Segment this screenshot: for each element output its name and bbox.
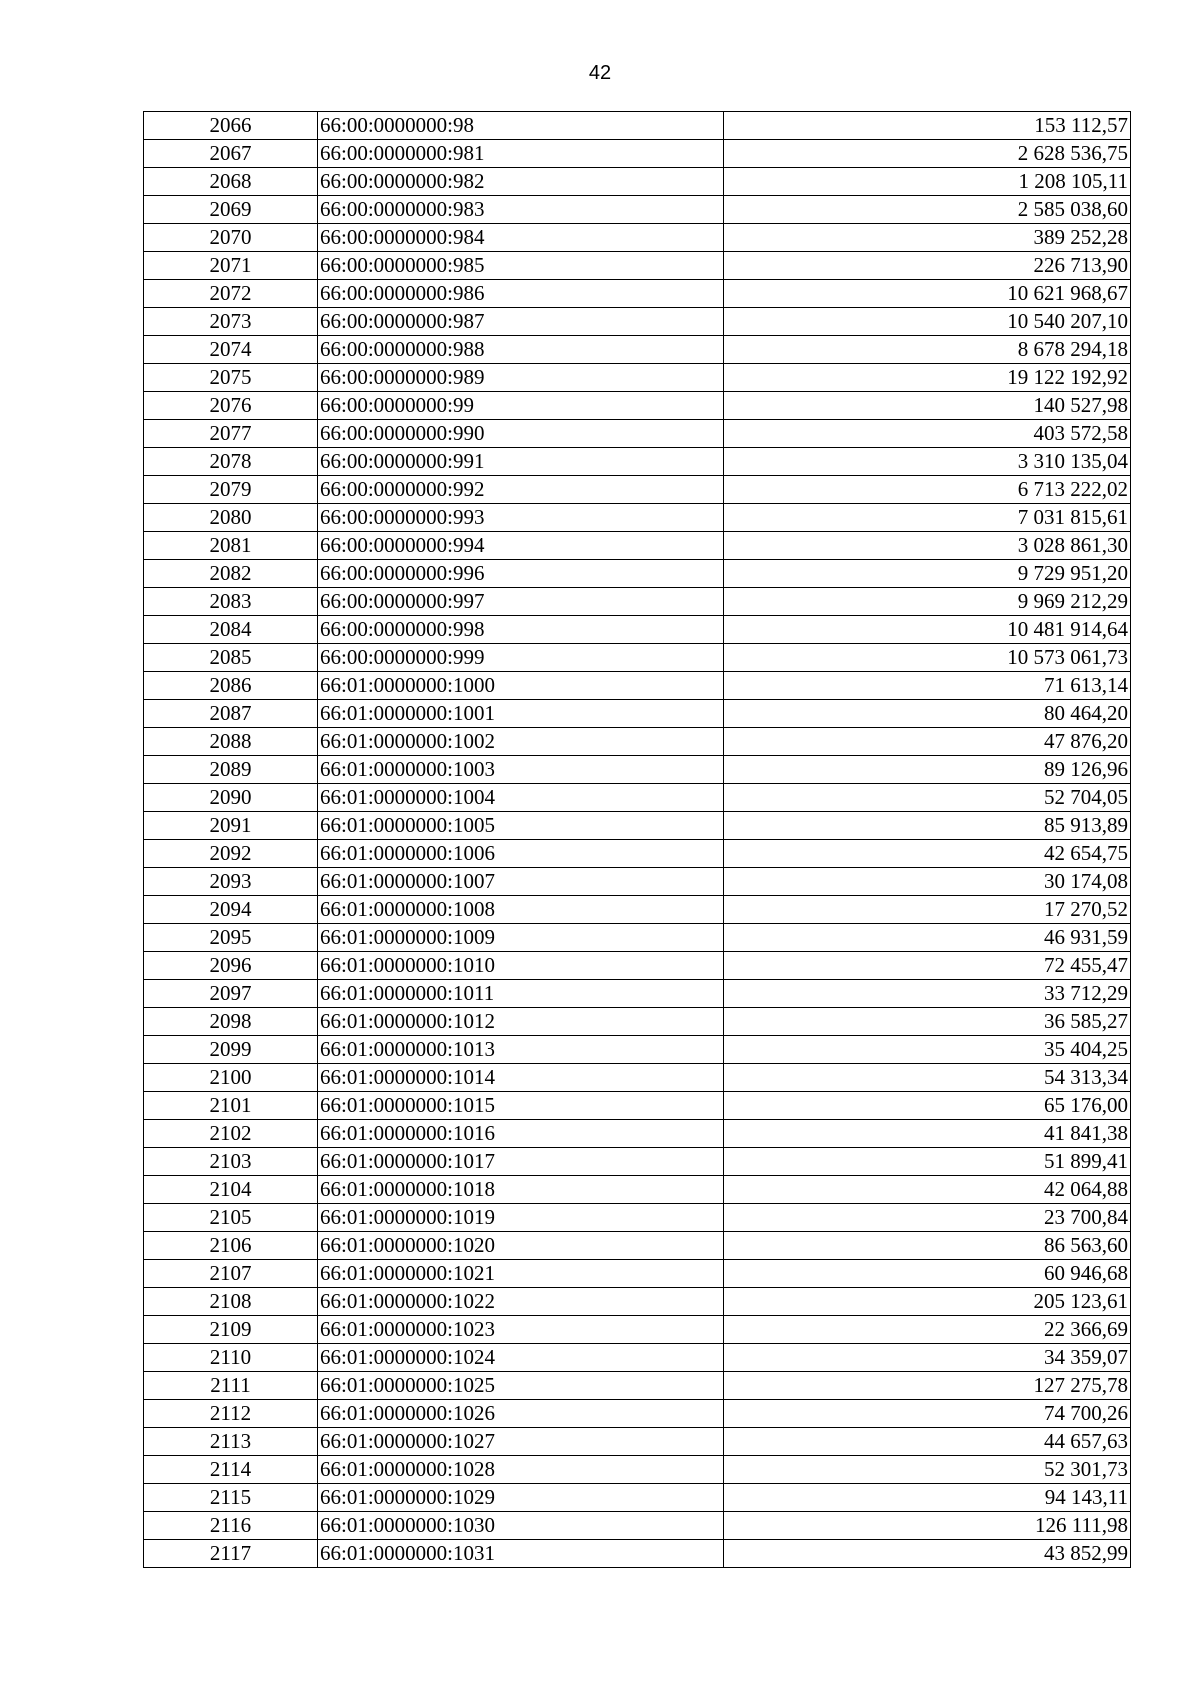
row-number-cell: 2110 bbox=[144, 1344, 318, 1372]
cadastral-value-cell: 47 876,20 bbox=[724, 728, 1131, 756]
cadastral-value-cell: 205 123,61 bbox=[724, 1288, 1131, 1316]
cadastral-number-cell: 66:01:0000000:1030 bbox=[318, 1512, 724, 1540]
row-number-cell: 2068 bbox=[144, 168, 318, 196]
table-row bbox=[144, 672, 1131, 700]
table-row bbox=[144, 924, 1131, 952]
table-row bbox=[144, 588, 1131, 616]
cadastral-number-cell: 66:01:0000000:1023 bbox=[318, 1316, 724, 1344]
row-number-cell: 2107 bbox=[144, 1260, 318, 1288]
table-row bbox=[144, 336, 1131, 364]
cadastral-value-cell: 43 852,99 bbox=[724, 1540, 1131, 1568]
table-row bbox=[144, 700, 1131, 728]
row-number-cell: 2073 bbox=[144, 308, 318, 336]
row-number-cell: 2116 bbox=[144, 1512, 318, 1540]
table-row bbox=[144, 1008, 1131, 1036]
cadastral-value-cell: 74 700,26 bbox=[724, 1400, 1131, 1428]
row-number-cell: 2113 bbox=[144, 1428, 318, 1456]
row-number-cell: 2094 bbox=[144, 896, 318, 924]
cadastral-value-cell: 35 404,25 bbox=[724, 1036, 1131, 1064]
table-row bbox=[144, 1316, 1131, 1344]
page-number: 42 bbox=[588, 62, 612, 84]
table-row bbox=[144, 1512, 1131, 1540]
cadastral-value-cell: 10 481 914,64 bbox=[724, 616, 1131, 644]
cadastral-value-cell: 10 621 968,67 bbox=[724, 280, 1131, 308]
row-number-cell: 2104 bbox=[144, 1176, 318, 1204]
cadastral-value-cell: 6 713 222,02 bbox=[724, 476, 1131, 504]
table-row bbox=[144, 420, 1131, 448]
cadastral-number-cell: 66:01:0000000:1024 bbox=[318, 1344, 724, 1372]
cadastral-value-cell: 7 031 815,61 bbox=[724, 504, 1131, 532]
cadastral-number-cell: 66:00:0000000:992 bbox=[318, 476, 724, 504]
cadastral-number-cell: 66:01:0000000:1012 bbox=[318, 1008, 724, 1036]
cadastral-value-cell: 52 704,05 bbox=[724, 784, 1131, 812]
table-row bbox=[144, 560, 1131, 588]
row-number-cell: 2101 bbox=[144, 1092, 318, 1120]
cadastral-number-cell: 66:00:0000000:990 bbox=[318, 420, 724, 448]
row-number-cell: 2088 bbox=[144, 728, 318, 756]
table-row bbox=[144, 1428, 1131, 1456]
table-row bbox=[144, 728, 1131, 756]
row-number-cell: 2109 bbox=[144, 1316, 318, 1344]
cadastral-value-cell: 80 464,20 bbox=[724, 700, 1131, 728]
cadastral-value-cell: 33 712,29 bbox=[724, 980, 1131, 1008]
cadastral-number-cell: 66:00:0000000:993 bbox=[318, 504, 724, 532]
table-row bbox=[144, 980, 1131, 1008]
cadastral-number-cell: 66:00:0000000:986 bbox=[318, 280, 724, 308]
cadastral-number-cell: 66:01:0000000:1028 bbox=[318, 1456, 724, 1484]
row-number-cell: 2095 bbox=[144, 924, 318, 952]
cadastral-number-cell: 66:00:0000000:996 bbox=[318, 560, 724, 588]
cadastral-value-cell: 65 176,00 bbox=[724, 1092, 1131, 1120]
cadastral-value-cell: 153 112,57 bbox=[724, 112, 1131, 140]
table-row bbox=[144, 1204, 1131, 1232]
cadastral-number-cell: 66:01:0000000:1022 bbox=[318, 1288, 724, 1316]
table-row bbox=[144, 1148, 1131, 1176]
table-row bbox=[144, 868, 1131, 896]
cadastral-value-cell: 85 913,89 bbox=[724, 812, 1131, 840]
row-number-cell: 2097 bbox=[144, 980, 318, 1008]
cadastral-value-cell: 42 654,75 bbox=[724, 840, 1131, 868]
cadastral-number-cell: 66:00:0000000:98 bbox=[318, 112, 724, 140]
cadastral-number-cell: 66:01:0000000:1015 bbox=[318, 1092, 724, 1120]
cadastral-value-cell: 52 301,73 bbox=[724, 1456, 1131, 1484]
cadastral-value-cell: 2 585 038,60 bbox=[724, 196, 1131, 224]
table-row bbox=[144, 308, 1131, 336]
row-number-cell: 2071 bbox=[144, 252, 318, 280]
cadastral-number-cell: 66:00:0000000:981 bbox=[318, 140, 724, 168]
row-number-cell: 2103 bbox=[144, 1148, 318, 1176]
cadastral-number-cell: 66:01:0000000:1026 bbox=[318, 1400, 724, 1428]
cadastral-number-cell: 66:01:0000000:1009 bbox=[318, 924, 724, 952]
cadastral-number-cell: 66:00:0000000:985 bbox=[318, 252, 724, 280]
row-number-cell: 2115 bbox=[144, 1484, 318, 1512]
cadastral-value-cell: 30 174,08 bbox=[724, 868, 1131, 896]
cadastral-number-cell: 66:01:0000000:1010 bbox=[318, 952, 724, 980]
cadastral-number-cell: 66:01:0000000:1021 bbox=[318, 1260, 724, 1288]
row-number-cell: 2089 bbox=[144, 756, 318, 784]
cadastral-value-cell: 127 275,78 bbox=[724, 1372, 1131, 1400]
row-number-cell: 2069 bbox=[144, 196, 318, 224]
cadastral-value-cell: 44 657,63 bbox=[724, 1428, 1131, 1456]
cadastral-number-cell: 66:01:0000000:1031 bbox=[318, 1540, 724, 1568]
cadastral-value-cell: 46 931,59 bbox=[724, 924, 1131, 952]
cadastral-number-cell: 66:00:0000000:997 bbox=[318, 588, 724, 616]
cadastral-number-cell: 66:01:0000000:1014 bbox=[318, 1064, 724, 1092]
cadastral-value-cell: 23 700,84 bbox=[724, 1204, 1131, 1232]
row-number-cell: 2078 bbox=[144, 448, 318, 476]
table-row bbox=[144, 1092, 1131, 1120]
row-number-cell: 2091 bbox=[144, 812, 318, 840]
table-row bbox=[144, 196, 1131, 224]
cadastral-number-cell: 66:01:0000000:1011 bbox=[318, 980, 724, 1008]
cadastral-value-cell: 34 359,07 bbox=[724, 1344, 1131, 1372]
cadastral-value-cell: 2 628 536,75 bbox=[724, 140, 1131, 168]
cadastral-value-cell: 22 366,69 bbox=[724, 1316, 1131, 1344]
table-row bbox=[144, 896, 1131, 924]
row-number-cell: 2077 bbox=[144, 420, 318, 448]
row-number-cell: 2106 bbox=[144, 1232, 318, 1260]
cadastral-number-cell: 66:01:0000000:1000 bbox=[318, 672, 724, 700]
cadastral-number-cell: 66:00:0000000:983 bbox=[318, 196, 724, 224]
row-number-cell: 2114 bbox=[144, 1456, 318, 1484]
row-number-cell: 2072 bbox=[144, 280, 318, 308]
row-number-cell: 2099 bbox=[144, 1036, 318, 1064]
cadastral-number-cell: 66:01:0000000:1019 bbox=[318, 1204, 724, 1232]
cadastral-number-cell: 66:00:0000000:99 bbox=[318, 392, 724, 420]
cadastral-number-cell: 66:00:0000000:989 bbox=[318, 364, 724, 392]
cadastral-value-cell: 3 028 861,30 bbox=[724, 532, 1131, 560]
table-row bbox=[144, 448, 1131, 476]
row-number-cell: 2093 bbox=[144, 868, 318, 896]
row-number-cell: 2081 bbox=[144, 532, 318, 560]
cadastral-number-cell: 66:00:0000000:994 bbox=[318, 532, 724, 560]
cadastral-number-cell: 66:01:0000000:1020 bbox=[318, 1232, 724, 1260]
cadastral-number-cell: 66:01:0000000:1025 bbox=[318, 1372, 724, 1400]
cadastral-number-cell: 66:00:0000000:999 bbox=[318, 644, 724, 672]
cadastral-value-cell: 10 540 207,10 bbox=[724, 308, 1131, 336]
table-row bbox=[144, 1064, 1131, 1092]
table-row bbox=[144, 1260, 1131, 1288]
cadastral-number-cell: 66:00:0000000:988 bbox=[318, 336, 724, 364]
cadastral-value-cell: 10 573 061,73 bbox=[724, 644, 1131, 672]
cadastral-value-cell: 1 208 105,11 bbox=[724, 168, 1131, 196]
cadastral-value-cell: 60 946,68 bbox=[724, 1260, 1131, 1288]
cadastral-value-cell: 403 572,58 bbox=[724, 420, 1131, 448]
cadastral-value-cell: 389 252,28 bbox=[724, 224, 1131, 252]
row-number-cell: 2102 bbox=[144, 1120, 318, 1148]
table-row bbox=[144, 1400, 1131, 1428]
row-number-cell: 2084 bbox=[144, 616, 318, 644]
cadastral-value-cell: 9 969 212,29 bbox=[724, 588, 1131, 616]
cadastral-value-cell: 19 122 192,92 bbox=[724, 364, 1131, 392]
cadastral-value-cell: 51 899,41 bbox=[724, 1148, 1131, 1176]
table-row bbox=[144, 504, 1131, 532]
row-number-cell: 2098 bbox=[144, 1008, 318, 1036]
row-number-cell: 2082 bbox=[144, 560, 318, 588]
cadastral-number-cell: 66:01:0000000:1029 bbox=[318, 1484, 724, 1512]
row-number-cell: 2108 bbox=[144, 1288, 318, 1316]
row-number-cell: 2070 bbox=[144, 224, 318, 252]
cadastral-number-cell: 66:01:0000000:1002 bbox=[318, 728, 724, 756]
table-row bbox=[144, 812, 1131, 840]
cadastral-number-cell: 66:01:0000000:1027 bbox=[318, 1428, 724, 1456]
table-row bbox=[144, 644, 1131, 672]
table-row bbox=[144, 840, 1131, 868]
cadastral-number-cell: 66:00:0000000:982 bbox=[318, 168, 724, 196]
row-number-cell: 2090 bbox=[144, 784, 318, 812]
row-number-cell: 2092 bbox=[144, 840, 318, 868]
row-number-cell: 2083 bbox=[144, 588, 318, 616]
row-number-cell: 2079 bbox=[144, 476, 318, 504]
table-row bbox=[144, 756, 1131, 784]
table-row bbox=[144, 252, 1131, 280]
row-number-cell: 2080 bbox=[144, 504, 318, 532]
table-row bbox=[144, 364, 1131, 392]
row-number-cell: 2096 bbox=[144, 952, 318, 980]
cadastral-number-cell: 66:01:0000000:1005 bbox=[318, 812, 724, 840]
cadastral-number-cell: 66:01:0000000:1006 bbox=[318, 840, 724, 868]
row-number-cell: 2067 bbox=[144, 140, 318, 168]
cadastral-number-cell: 66:00:0000000:998 bbox=[318, 616, 724, 644]
table-row bbox=[144, 1288, 1131, 1316]
row-number-cell: 2100 bbox=[144, 1064, 318, 1092]
table-row bbox=[144, 224, 1131, 252]
cadastral-value-cell: 72 455,47 bbox=[724, 952, 1131, 980]
cadastral-number-cell: 66:01:0000000:1018 bbox=[318, 1176, 724, 1204]
row-number-cell: 2111 bbox=[144, 1372, 318, 1400]
table-row bbox=[144, 168, 1131, 196]
row-number-cell: 2086 bbox=[144, 672, 318, 700]
table-row bbox=[144, 1232, 1131, 1260]
table-row bbox=[144, 1036, 1131, 1064]
row-number-cell: 2105 bbox=[144, 1204, 318, 1232]
table-row bbox=[144, 532, 1131, 560]
cadastral-value-cell: 89 126,96 bbox=[724, 756, 1131, 784]
registry-table bbox=[143, 111, 1131, 1568]
cadastral-value-cell: 41 841,38 bbox=[724, 1120, 1131, 1148]
cadastral-number-cell: 66:01:0000000:1017 bbox=[318, 1148, 724, 1176]
cadastral-value-cell: 126 111,98 bbox=[724, 1512, 1131, 1540]
cadastral-number-cell: 66:00:0000000:987 bbox=[318, 308, 724, 336]
row-number-cell: 2085 bbox=[144, 644, 318, 672]
cadastral-value-cell: 140 527,98 bbox=[724, 392, 1131, 420]
cadastral-number-cell: 66:01:0000000:1016 bbox=[318, 1120, 724, 1148]
row-number-cell: 2066 bbox=[144, 112, 318, 140]
row-number-cell: 2076 bbox=[144, 392, 318, 420]
cadastral-value-cell: 71 613,14 bbox=[724, 672, 1131, 700]
cadastral-value-cell: 94 143,11 bbox=[724, 1484, 1131, 1512]
cadastral-value-cell: 3 310 135,04 bbox=[724, 448, 1131, 476]
table-row bbox=[144, 140, 1131, 168]
cadastral-number-cell: 66:01:0000000:1001 bbox=[318, 700, 724, 728]
cadastral-number-cell: 66:01:0000000:1008 bbox=[318, 896, 724, 924]
cadastral-value-cell: 17 270,52 bbox=[724, 896, 1131, 924]
table-row bbox=[144, 1344, 1131, 1372]
cadastral-value-cell: 86 563,60 bbox=[724, 1232, 1131, 1260]
table-row bbox=[144, 952, 1131, 980]
table-row bbox=[144, 1540, 1131, 1568]
row-number-cell: 2075 bbox=[144, 364, 318, 392]
table-row bbox=[144, 1484, 1131, 1512]
cadastral-number-cell: 66:01:0000000:1007 bbox=[318, 868, 724, 896]
row-number-cell: 2117 bbox=[144, 1540, 318, 1568]
table-row bbox=[144, 1176, 1131, 1204]
table-row bbox=[144, 112, 1131, 140]
cadastral-number-cell: 66:00:0000000:991 bbox=[318, 448, 724, 476]
cadastral-value-cell: 36 585,27 bbox=[724, 1008, 1131, 1036]
table-row bbox=[144, 1456, 1131, 1484]
table-row bbox=[144, 784, 1131, 812]
cadastral-value-cell: 54 313,34 bbox=[724, 1064, 1131, 1092]
row-number-cell: 2074 bbox=[144, 336, 318, 364]
table-row bbox=[144, 476, 1131, 504]
table-row bbox=[144, 616, 1131, 644]
cadastral-value-cell: 42 064,88 bbox=[724, 1176, 1131, 1204]
cadastral-value-cell: 8 678 294,18 bbox=[724, 336, 1131, 364]
cadastral-number-cell: 66:01:0000000:1013 bbox=[318, 1036, 724, 1064]
cadastral-number-cell: 66:01:0000000:1003 bbox=[318, 756, 724, 784]
cadastral-value-cell: 226 713,90 bbox=[724, 252, 1131, 280]
table-row bbox=[144, 1372, 1131, 1400]
table-row bbox=[144, 280, 1131, 308]
cadastral-value-cell: 9 729 951,20 bbox=[724, 560, 1131, 588]
cadastral-number-cell: 66:00:0000000:984 bbox=[318, 224, 724, 252]
registry-table-body bbox=[144, 112, 1131, 1568]
table-row bbox=[144, 392, 1131, 420]
row-number-cell: 2087 bbox=[144, 700, 318, 728]
table-row bbox=[144, 1120, 1131, 1148]
cadastral-number-cell: 66:01:0000000:1004 bbox=[318, 784, 724, 812]
row-number-cell: 2112 bbox=[144, 1400, 318, 1428]
